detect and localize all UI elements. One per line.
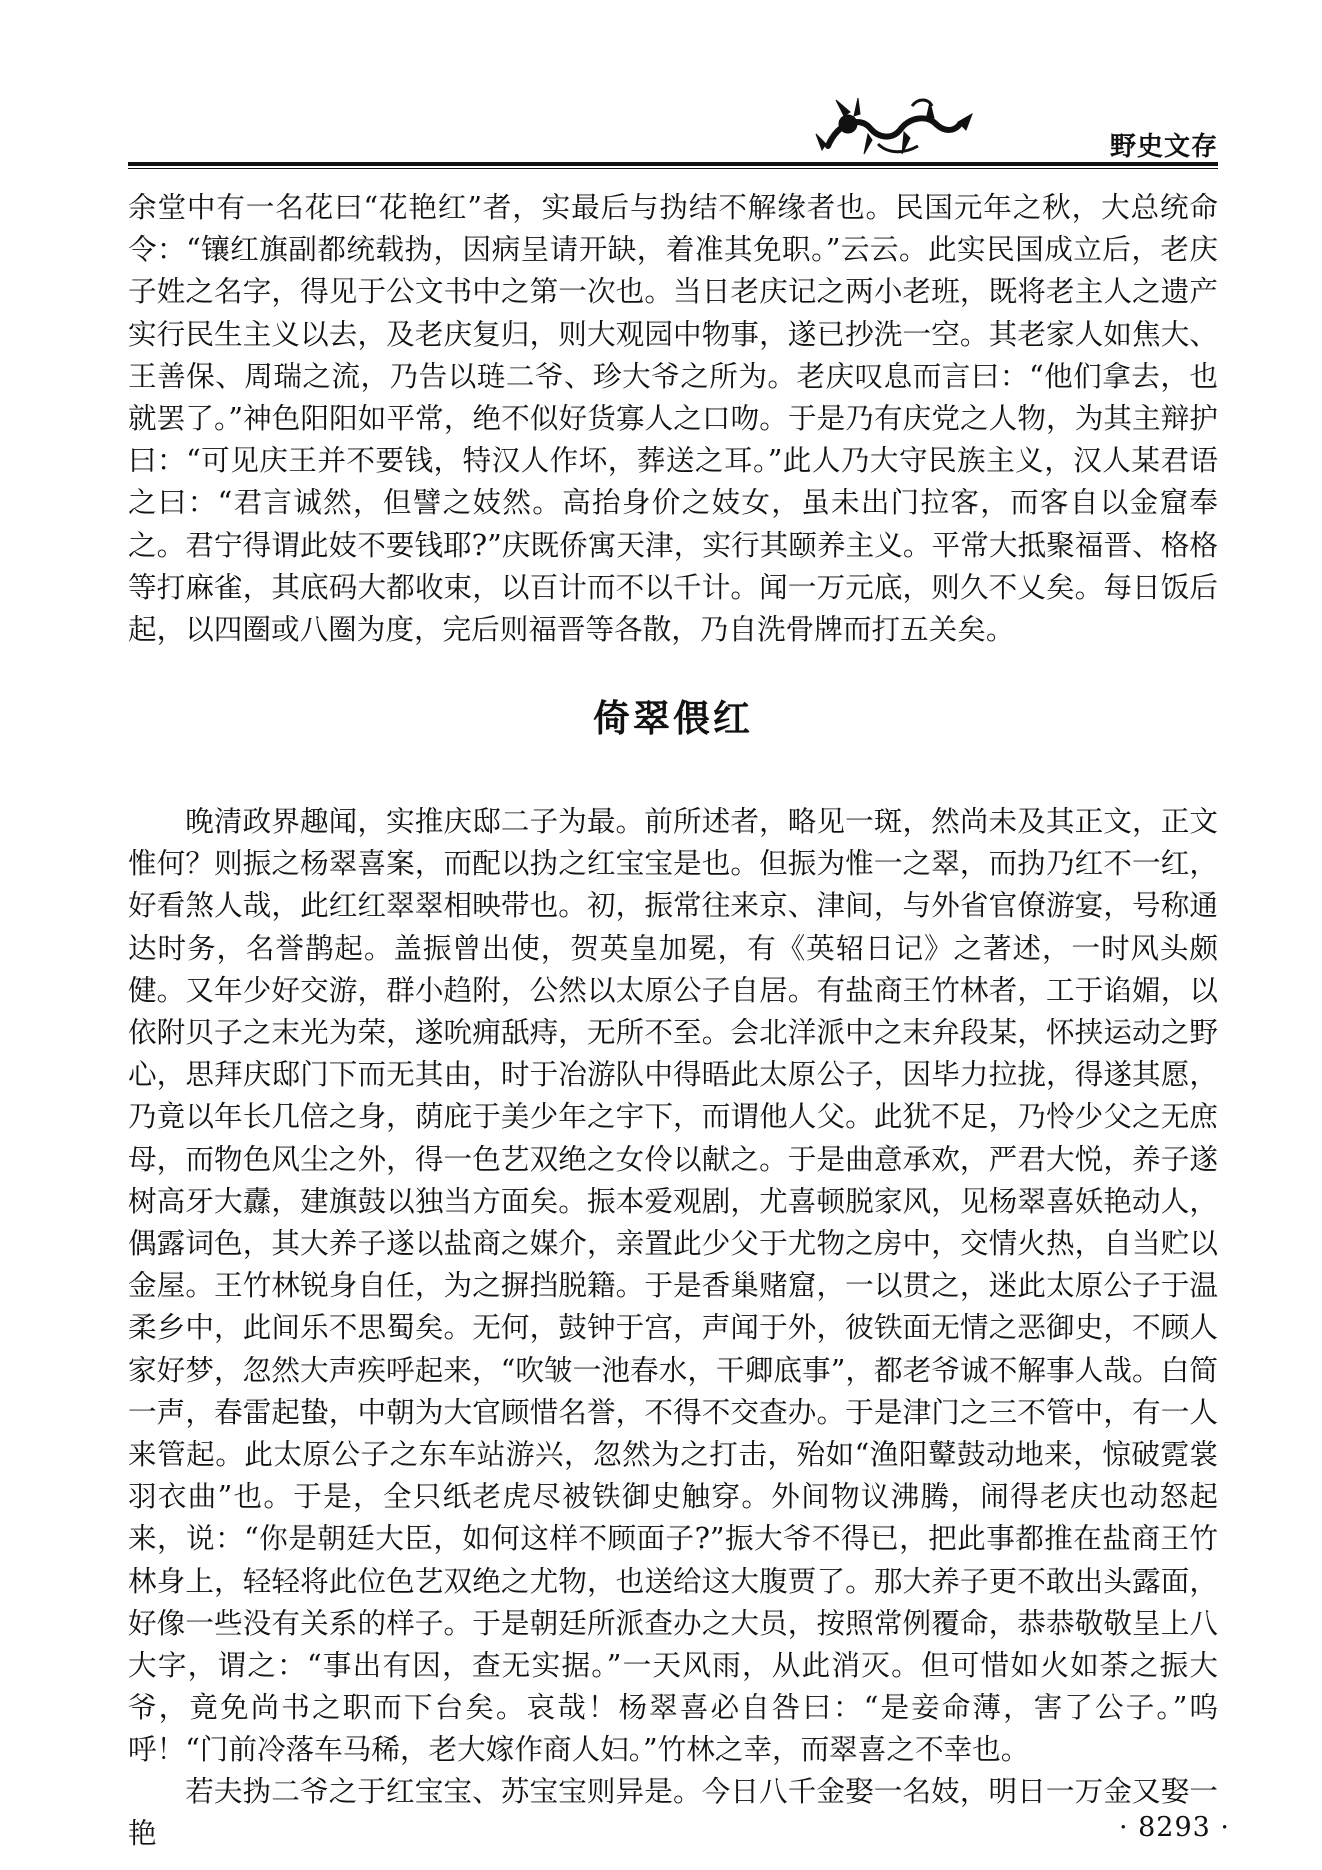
body-paragraph: 晚清政界趣闻，实推庆邸二子为最。前所述者，略见一斑，然尚未及其正文，正文惟何？则振之杨翠喜案，而配以㧑之红宝宝是也。但振为惟一之翠，而㧑乃红不一红，好看煞人哉，此红红翠翠相映带也。初，振常往来京、津间，与外省官僚游宴，号称通达时务，名誉鹊起。盖振曾出使，贺英皇加冕，有《英轺日记》之著述，一时风头颇健。又年少好交游，群小趋附，公然以太原公子自居。有盐商王竹林者，工于谄媚，以依附贝子之末光为荣，遂吮痈舐痔，无所不至。会北洋派中之末弁段某，怀挟运动之野心，思拜庆邸门下而无其由，时于冶游队中得晤此太原公子，因毕力拉拢，得遂其愿，乃竟以年长几倍之身，荫庇于美少年之宇下，而谓他人父。此犹不足，乃怜少父之无庶母，而物色风尘之外，得一色艺双绝之女伶以献之。于是曲意承欢，严君大悦，养子遂树高牙大纛，建旗鼓以独当方面矣。振本爱观剧，尤喜顿脱家风，见杨翠喜妖艳动人，偶露词色，其大养子遂以盐商之媒介，亲置此少父于尤物之房中，交情火热，自当贮以金屋。王竹林锐身自任，为之摒挡脱籍。于是香巢赌窟，一以贯之，迷此太原公子于温柔乡中，此间乐不思蜀矣。无何，鼓钟于宫，声闻于外，彼铁面无情之恶御史，不顾人家好梦，忽然大声疾呼起来，“吹皱一池春水，干卿底事”，都老爷诚不解事人哉。白简一声，春雷起蛰，中朝为大官顾惜名誉，不得不交查办。于是津门之三不管中，有一人来管起。此太原公子之东车站游兴，忽然为之打击，殆如“渔阳鼙鼓动地来，惊破霓裳羽衣曲”也。于是，全只纸老虎尽被铁御史触穿。外间物议沸腾，闹得老庆也动怒起来，说：“你是朝廷大臣，如何这样不顾面子?”振大爷不得已，把此事都推在盐商王竹林身上，轻轻将此位色艺双绝之尤物，也送给这大腹贾了。那大养子更不敢出头露面，好像一些没有关系的样子。于是朝廷所派查办之大员，按照常例覆命，恭恭敬敬呈上八大字，谓之：“事出有因，查无实据。”一天风雨，从此消灭。但可惜如火如荼之振大爷，竟免尚书之职而下台矣。哀哉！杨翠喜必自咎曰：“是妾命薄，害了公子。”呜呼！“门前冷落车马稀，老大嫁作商人妇。”竹林之幸，而翠喜之不幸也。 xyxy=(128,804,1218,1767)
continued-paragraph: 余堂中有一名花曰“花艳红”者，实最后与㧑结不解缘者也。民国元年之秋，大总统命令：“镶红旗副都统载㧑，因病呈请开缺，着准其免职。”云云。此实民国成立后，老庆子姓之名字，得见于公文书中之第一次也。当日老庆记之两小老班，既将老主人之遗产实行民生主义以去，及老庆复归，则大观园中物事，遂已抄洗一空。其老家人如焦大、王善保、周瑞之流，乃告以琏二爷、珍大爷之所为。老庆叹息而言曰：“他们拿去，也就罢了。”神色阳阳如平常，绝不似好货寡人之口吻。于是乃有庆党之人物，为其主辩护曰：“可见庆王并不要钱，特汉人作坏，葬送之耳。”此人乃大守民族主义，汉人某君语之曰：“君言诚然，但譬之妓然。高抬身价之妓女，虽未出门拉客，而客自以金窟奉之。君宁得谓此妓不要钱耶?”庆既侨寓天津，实行其颐养主义。平常大抵聚福晋、格格等打麻雀，其底码大都收束，以百计而不以千计。闻一万元底，则久不乂矣。每日饭后起，以四圈或八圈为度，完后则福晋等各散，乃自洗骨牌而打五关矣。 xyxy=(128,190,1218,647)
series-title: 野史文存 xyxy=(1109,132,1218,162)
running-header xyxy=(128,88,1218,170)
header-rule-thin xyxy=(128,168,1218,169)
dragon-icon xyxy=(808,88,978,168)
section-title: 倚翠偎红 xyxy=(593,697,753,740)
body-paragraph-continued: 若夫㧑二爷之于红宝宝、苏宝宝则异是。今日八千金娶一名妓，明日一万金又娶一艳 xyxy=(128,1774,1218,1851)
page-number: · 8293 · xyxy=(1118,1812,1230,1843)
header-rule xyxy=(128,162,1218,166)
